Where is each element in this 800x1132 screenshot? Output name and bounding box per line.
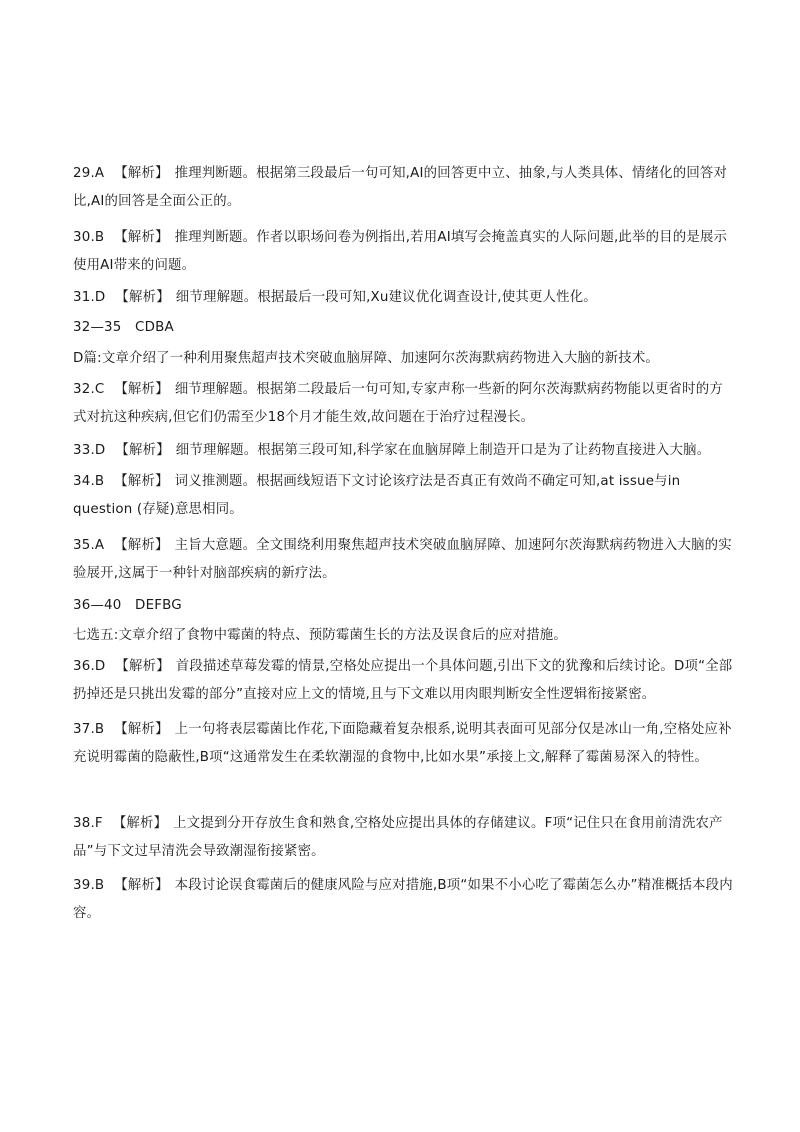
answer-number: 37.B xyxy=(73,722,105,737)
answer-number: 30.B xyxy=(73,230,105,245)
analysis-tag: 【解析】 xyxy=(114,538,169,553)
answer-explanation: 上文提到分开存放生食和熟食,空格处应提出具体的存储建议。F项“记住只在食用前清洗农产品”与下文过早清洗会导致潮湿衔接紧密。 xyxy=(73,816,723,859)
section-d-key: 32—35 CDBA xyxy=(73,320,174,335)
answer-number: 35.A xyxy=(73,538,105,553)
answer-explanation: 主旨大意题。全文围绕利用聚焦超声技术突破血脑屏障、加速阿尔茨海默病药物进入大脑的实验展开,这属于一种针对脑部疾病的新疗法。 xyxy=(73,538,732,581)
analysis-tag: 【解析】 xyxy=(114,382,169,397)
answer-explanation: 细节理解题。根据第三段可知,科学家在血脑屏障上制造开口是为了让药物直接进入大脑。 xyxy=(175,443,711,458)
section-7-key: 36—40 DEFBG xyxy=(73,598,182,613)
answer-explanation: 推理判断题。作者以职场问卷为例指出,若用AI填写会掩盖真实的人际问题,此举的目的是展示使用AI带来的问题。 xyxy=(73,230,728,273)
answer-explanation: 上一句将表层霉菌比作花,下面隐藏着复杂根系,说明其表面可见部分仅是冰山一角,空格处应补充说明霉菌的隐蔽性,B项“这通常发生在柔软潮湿的食物中,比如水果”承接上文,解释了霉菌易深入的特性。 xyxy=(73,722,732,765)
answer-explanation: 推理判断题。根据第三段最后一句可知,AI的回答更中立、抽象,与人类具体、情绪化的回答对比,AI的回答是全面公正的。 xyxy=(73,166,728,209)
answer-32 xyxy=(73,376,733,432)
analysis-tag: 【解析】 xyxy=(114,474,169,489)
answer-explanation: 首段描述草莓发霉的情景,空格处应提出一个具体问题,引出下文的犹豫和后续讨论。D项“全部扔掉还是只挑出发霉的部分”直接对应上文的情境,且与下文难以用肉眼判断安全性逻辑衔接紧密。 xyxy=(73,659,733,702)
analysis-tag: 【解析】 xyxy=(114,166,169,181)
answer-35 xyxy=(73,532,733,588)
answer-36 xyxy=(73,653,733,709)
answer-number: 29.A xyxy=(73,166,105,181)
answer-30 xyxy=(73,224,733,280)
answer-explanation: 细节理解题。根据最后一段可知,Xu建议优化调查设计,使其更人性化。 xyxy=(175,290,597,305)
answer-31 xyxy=(73,284,733,312)
answer-38 xyxy=(73,810,733,866)
answer-number: 39.B xyxy=(73,878,105,893)
answer-number: 33.D xyxy=(73,443,106,458)
answer-number: 34.B xyxy=(73,474,105,489)
answer-number: 36.D xyxy=(73,659,106,674)
analysis-tag: 【解析】 xyxy=(115,290,170,305)
answer-37 xyxy=(73,716,733,772)
section-d-intro: D篇:文章介绍了一种利用聚焦超声技术突破血脑屏障、加速阿尔茨海默病药物进入大脑的新技术。 xyxy=(73,351,660,366)
answer-number: 32.C xyxy=(73,382,105,397)
answer-39 xyxy=(73,872,733,928)
answer-explanation: 本段讨论误食霉菌后的健康风险与应对措施,B项“如果不小心吃了霉菌怎么办”精准概括本段内容。 xyxy=(73,878,733,921)
answer-number: 31.D xyxy=(73,290,106,305)
answer-explanation: 词义推测题。根据画线短语下文讨论该疗法是否真正有效尚不确定可知,at issue与in question (存疑)意思相同。 xyxy=(73,474,681,517)
analysis-tag: 【解析】 xyxy=(114,878,169,893)
answer-number: 38.F xyxy=(73,816,103,831)
answer-29 xyxy=(73,160,733,216)
analysis-tag: 【解析】 xyxy=(115,443,170,458)
analysis-tag: 【解析】 xyxy=(115,659,170,674)
answer-33 xyxy=(73,437,733,465)
analysis-tag: 【解析】 xyxy=(114,230,169,245)
section-7-intro: 七选五:文章介绍了食物中霉菌的特点、预防霉菌生长的方法及误食后的应对措施。 xyxy=(73,628,567,643)
answer-34 xyxy=(73,468,733,524)
analysis-tag: 【解析】 xyxy=(114,722,169,737)
answer-explanation: 细节理解题。根据第二段最后一句可知,专家声称一些新的阿尔茨海默病药物能以更省时的方式对抗这种疾病,但它们仍需至少18个月才能生效,故问题在于治疗过程漫长。 xyxy=(73,382,723,425)
analysis-tag: 【解析】 xyxy=(112,816,168,831)
